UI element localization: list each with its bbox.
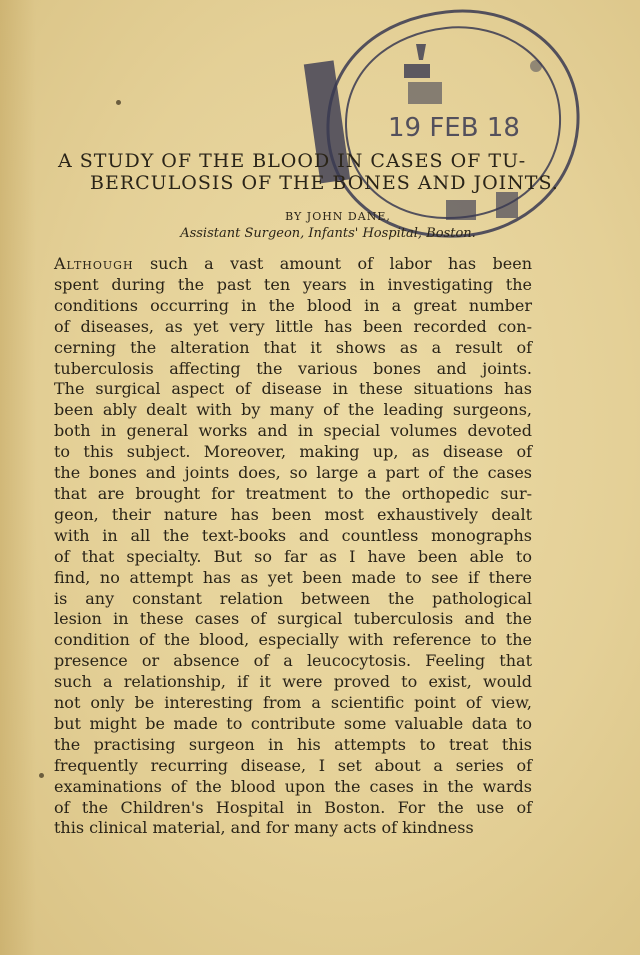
body-line xyxy=(54,630,532,651)
body-line-text: cerning the alteration that it shows as a result of xyxy=(54,337,532,357)
author-byline: BY JOHN DANE, xyxy=(285,210,391,223)
body-line xyxy=(54,463,532,484)
body-line xyxy=(54,400,532,421)
body-line xyxy=(54,777,532,798)
body-line-text: not only be interesting from a scientific point of view, xyxy=(54,693,532,713)
body-line-text: of the Children's Hospital in Boston. For the use of xyxy=(54,797,532,817)
body-line-text: conditions occurring in the blood in a great number xyxy=(54,295,532,315)
author-affiliation: Assistant Surgeon, Infants' Hospital, Boston. xyxy=(180,226,476,241)
body-line-text: geon, their nature has been most exhaustively dealt xyxy=(54,504,532,524)
body-line xyxy=(54,693,532,714)
page-edge-stain xyxy=(0,0,36,955)
body-line-text: examinations of the blood upon the cases in the wards xyxy=(54,776,532,796)
body-line-text: but might be made to contribute some valuable data to xyxy=(54,713,532,733)
body-line-text: the bones and joints does, so large a part of the cases xyxy=(54,463,532,483)
body-line-text: both in general works and in special volumes devoted xyxy=(54,421,532,441)
body-line-text: presence or absence of a leucocytosis. Feeling that xyxy=(54,651,532,671)
opening-word: Although xyxy=(54,254,134,273)
article-title xyxy=(58,150,598,194)
body-line-text: The surgical aspect of disease in these situations has xyxy=(54,379,532,399)
body-line xyxy=(54,484,532,505)
body-line-text: with in all the text-books and countless monographs xyxy=(54,525,532,545)
body-line xyxy=(54,526,532,547)
body-line xyxy=(54,505,532,526)
body-line xyxy=(54,818,532,839)
body-line xyxy=(54,735,532,756)
body-line xyxy=(54,568,532,589)
article-body xyxy=(54,254,532,839)
title-line-1: A STUDY OF THE BLOOD IN CASES OF TU- xyxy=(58,150,527,172)
body-line xyxy=(54,651,532,672)
library-stamp xyxy=(296,4,586,264)
body-line-text: frequently recurring disease, I set about a series of xyxy=(54,755,532,775)
body-line xyxy=(54,798,532,819)
body-line-text: that are brought for treatment to the orthopedic sur- xyxy=(54,483,532,503)
body-line xyxy=(54,254,532,275)
body-line-text: of that specialty. But so far as I have been able to xyxy=(54,546,532,566)
body-line-text: such a relationship, if it were proved to exist, would xyxy=(54,672,532,692)
body-line xyxy=(54,589,532,610)
body-line-text: find, no attempt has as yet been made to see if there xyxy=(54,567,532,587)
body-line xyxy=(54,672,532,693)
body-line-text: condition of the blood, especially with reference to the xyxy=(54,630,532,650)
body-line xyxy=(54,442,532,463)
body-line xyxy=(54,275,532,296)
body-line xyxy=(54,714,532,735)
body-line-text: such a vast amount of labor has been xyxy=(133,254,532,273)
ink-speck xyxy=(39,773,44,778)
body-line xyxy=(54,379,532,400)
body-line xyxy=(54,317,532,338)
body-line-text: tuberculosis affecting the various bones and joints. xyxy=(54,358,532,378)
body-line-text: this clinical material, and for many acts of kindness xyxy=(54,818,474,838)
body-line xyxy=(54,296,532,317)
body-line xyxy=(54,421,532,442)
body-line-text: been ably dealt with by many of the leading surgeons, xyxy=(54,400,532,420)
body-line-text: lesion in these cases of surgical tuberculosis and the xyxy=(54,609,532,629)
body-line-text: the practising surgeon in his attempts to treat this xyxy=(54,734,532,754)
body-line xyxy=(54,547,532,568)
body-line xyxy=(54,359,532,380)
body-line-text: to this subject. Moreover, making up, as disease of xyxy=(54,442,532,462)
body-line-text: of diseases, as yet very little has been recorded con- xyxy=(54,316,532,336)
ink-speck xyxy=(116,100,121,105)
body-line xyxy=(54,338,532,359)
body-line xyxy=(54,756,532,777)
stamp-date: 19 FEB 18 xyxy=(388,113,520,143)
body-line xyxy=(54,609,532,630)
body-line-text: spent during the past ten years in investigating the xyxy=(54,274,532,294)
title-line-2: BERCULOSIS OF THE BONES AND JOINTS. xyxy=(90,172,559,194)
body-line-text: is any constant relation between the pathological xyxy=(54,588,532,608)
